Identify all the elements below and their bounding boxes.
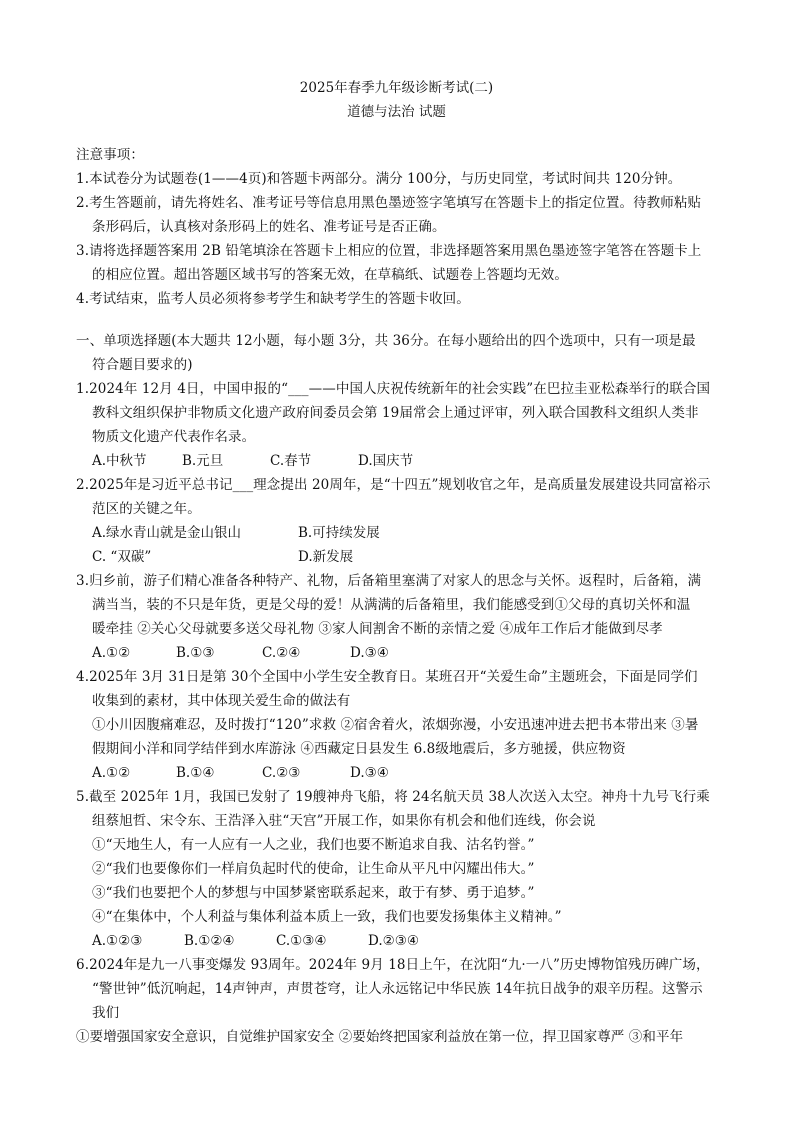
question-1-option-d: D.国庆节 bbox=[358, 453, 414, 469]
question-6-stem: “警世钟”低沉响起，14声钟声，声贯苍穹，让人永远铭记中华民族 14年抗日战争的艰辛历程。这警示 bbox=[92, 981, 703, 997]
notice-heading: 注意事项： bbox=[76, 147, 144, 163]
question-5-stem: ④“在集体中，个人利益与集体利益本质上一致，我们也要发扬集体主义精神。” bbox=[92, 909, 562, 925]
notice-line: 条形码后，认真核对条形码上的姓名、准考证号是否正确。 bbox=[92, 219, 446, 235]
section-heading: 一、单项选择题(本大题共 12小题，每小题 3分，共 36分。在每小题给出的四个选项中，只有一项是最 bbox=[76, 333, 696, 349]
notice-line: 4.考试结束，监考人员必须将参考学生和缺考学生的答题卡收回。 bbox=[76, 291, 470, 307]
exam-subject: 道德与法治 试题 bbox=[347, 104, 446, 120]
question-6-stem: 6.2024年是九一八事变爆发 93周年。2024年 9月 18日上午，在沈阳“九·一八”历史博物馆残历碑广场， bbox=[76, 957, 710, 973]
question-2-option-c: C. “双碳” bbox=[92, 549, 152, 565]
question-4-option-b: B.①④ bbox=[176, 765, 215, 781]
question-2-option-d: D.新发展 bbox=[298, 549, 354, 565]
notice-line: 2.考生答题前，请先将姓名、准考证号等信息用黑色墨迹签字笔填写在答题卡上的指定位置。待教师粘贴 bbox=[76, 195, 702, 211]
question-3-stem: 3.归乡前，游子们精心准备各种特产、礼物，后备箱里塞满了对家人的思念与关怀。返程时，后备箱，满 bbox=[76, 573, 702, 589]
question-1-option-b: B.元旦 bbox=[182, 453, 224, 469]
question-4-stem: ①小川因腹痛难忍，及时拨打“120”求救 ②宿舍着火，浓烟弥漫，小安迅速冲进去把书本带出来 ③暑 bbox=[92, 717, 699, 733]
question-1-stem: 教科文组织保护非物质文化遗产政府间委员会第 19届常会上通过评审，列入联合国教科文组织人类非 bbox=[92, 405, 699, 421]
question-3-option-b: B.①③ bbox=[176, 645, 215, 661]
question-5-stem: 组蔡旭哲、宋令东、王浩泽入驻“天宫”开展工作，如果你有机会和他们连线，你会说 bbox=[92, 813, 596, 829]
question-5-option-a: A.①②③ bbox=[92, 933, 143, 949]
question-4-option-d: D.③④ bbox=[350, 765, 389, 781]
question-4-stem: 假期间小洋和同学结伴到水库游泳 ④西藏定日县发生 6.8级地震后，多方驰援，供应物资 bbox=[92, 741, 626, 757]
question-3-option-c: C.②④ bbox=[262, 645, 301, 661]
question-6-stem: ①要增强国家安全意识，自觉维护国家安全 ②要始终把国家利益放在第一位，捍卫国家尊严 ③和平年 bbox=[76, 1029, 684, 1045]
question-2-stem: 范区的关键之年。 bbox=[92, 501, 201, 517]
exam-title: 2025年春季九年级诊断考试(二) bbox=[299, 80, 494, 96]
notice-line: 3.请将选择题答案用 2B 铅笔填涂在答题卡上相应的位置，非选择题答案用黑色墨迹签字笔答在答题卡上 bbox=[76, 243, 702, 259]
question-4-stem: 4.2025年 3月 31日是第 30个全国中小学生安全教育日。某班召开“关爱生命”主题班会，下面是同学们 bbox=[76, 669, 698, 685]
question-3-option-d: D.③④ bbox=[350, 645, 389, 661]
question-4-stem: 收集到的素材，其中体现关爱生命的做法有 bbox=[92, 693, 351, 709]
notice-line: 1.本试卷分为试题卷(1——4页)和答题卡两部分。满分 100分，与历史同堂，考试时间共 120分钟。 bbox=[76, 171, 682, 187]
question-5-option-d: D.②③④ bbox=[368, 933, 419, 949]
question-5-option-c: C.①③④ bbox=[276, 933, 327, 949]
section-heading-cont: 符合题目要求的) bbox=[92, 357, 193, 373]
question-5-option-b: B.①②④ bbox=[184, 933, 235, 949]
question-2-option-b: B.可持续发展 bbox=[298, 525, 380, 541]
question-6-stem: 我们 bbox=[92, 1005, 120, 1021]
question-5-stem: 5.截至 2025年 1月，我国已发射了 19艘神舟飞船，将 24名航天员 38人次送入太空。神舟十九号飞行乘 bbox=[76, 789, 710, 805]
question-1-stem: 1.2024年 12月 4日，中国申报的“___——中国人庆祝传统新年的社会实践”在巴拉圭亚松森举行的联合国 bbox=[76, 381, 711, 397]
question-5-stem: ②“我们也要像你们一样肩负起时代的使命，让生命从平凡中闪耀出伟大。” bbox=[92, 861, 535, 877]
question-4-option-a: A.①② bbox=[92, 765, 131, 781]
question-1-option-a: A.中秋节 bbox=[92, 453, 147, 469]
question-3-stem: 暖牵挂 ②关心父母就要多送父母礼物 ③家人间割舍不断的亲情之爱 ④成年工作后才能做到尽孝 bbox=[92, 621, 663, 637]
question-2-stem: 2.2025年是习近平总书记___理念提出 20周年，是“十四五”规划收官之年，是高质量发展建设共同富裕示 bbox=[76, 477, 711, 493]
question-3-stem: 满当当，装的不只是年货，更是父母的爱！从满满的后备箱里，我们能感受到①父母的真切关怀和温 bbox=[92, 597, 691, 613]
question-2-option-a: A.绿水青山就是金山银山 bbox=[92, 525, 242, 541]
question-5-stem: ③“我们也要把个人的梦想与中国梦紧密联系起来，敢于有梦、勇于追梦。” bbox=[92, 885, 535, 901]
question-4-option-c: C.②③ bbox=[262, 765, 301, 781]
question-5-stem: ①“天地生人，有一人应有一人之业，我们也要不断追求自我、沽名钓誉。” bbox=[92, 837, 535, 853]
question-1-stem: 物质文化遗产代表作名录。 bbox=[92, 429, 256, 445]
notice-line: 的相应位置。超出答题区域书写的答案无效，在草稿纸、试题卷上答题均无效。 bbox=[92, 267, 568, 283]
question-3-option-a: A.①② bbox=[92, 645, 131, 661]
question-1-option-c: C.春节 bbox=[270, 453, 312, 469]
